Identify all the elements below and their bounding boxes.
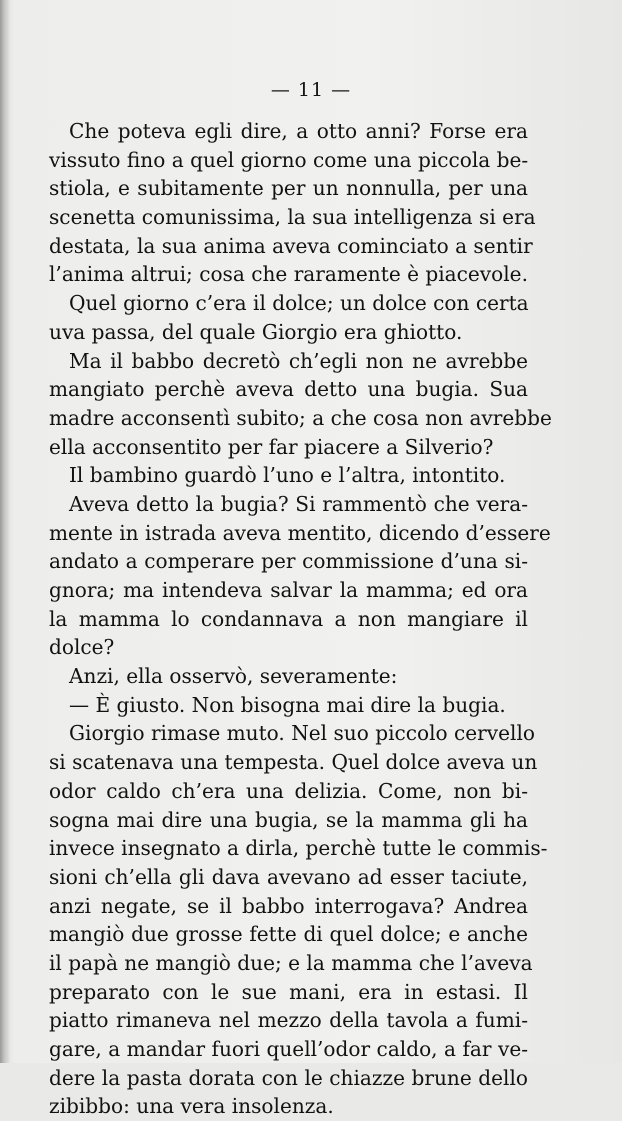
text-line: l’anima altrui; cosa che raramente è piacevole. (49, 262, 528, 287)
text-line: andato a comperare per commissione d’una si- (49, 549, 528, 574)
text-line: madre acconsentì subito; a che cosa non avrebbe (49, 405, 552, 430)
text-line: zibibbo: una vera insolenza. (49, 1094, 334, 1119)
text-line: — È giusto. Non bisogna mai dire la bugia. (69, 692, 506, 717)
text-line: piatto rimaneva nel mezzo della tavola a fumi- (49, 1008, 528, 1033)
text-line: il papà ne mangiò due; e la mamma che l’aveva (49, 950, 533, 975)
body-text (49, 117, 552, 1121)
page-spine-shadow (0, 0, 10, 1063)
text-line: uva passa, del quale Giorgio era ghiotto. (49, 319, 463, 344)
text-line: preparato con le sue mani, era in estasi. Il (49, 979, 528, 1004)
text-line: gare, a mandar fuori quell’odor caldo, a far ve- (49, 1037, 528, 1061)
text-line: destata, la sua anima aveva cominciato a sentir (49, 233, 533, 258)
text-line: mangiò due grosse fette di quel dolce; e anche (49, 922, 528, 947)
text-line: sioni ch’ella gli dava avevano ad esser taciute, (49, 864, 528, 889)
text-line: Ma il babbo decretò ch’egli non ne avrebbe (69, 348, 528, 373)
page-number: — 11 — (270, 79, 352, 101)
text-line: dolce? (49, 635, 115, 660)
text-line: invece insegnato a dirla, perchè tutte le commis- (49, 836, 548, 861)
text-line: vissuto fino a quel giorno come una piccola be- (49, 147, 529, 172)
text-line: Aveva detto la bugia? Si rammentò che vera- (69, 491, 528, 516)
text-line: Quel giorno c’era il dolce; un dolce con certa (69, 291, 529, 316)
text-line: dere la pasta dorata con le chiazze brune dello (49, 1065, 528, 1090)
text-line: odor caldo ch’era una delizia. Come, non bi- (49, 778, 528, 803)
text-line: Il bambino guardò l’uno e l’altra, intontito. (69, 463, 506, 488)
text-line: la mamma lo condannava a non mangiare il (49, 606, 528, 631)
text-line: Anzi, ella osservò, severamente: (69, 664, 398, 689)
text-line: scenetta comunissima, la sua intelligenza si era (49, 205, 536, 230)
text-line: anzi negate, se il babbo interrogava? Andrea (49, 893, 528, 918)
text-line: mangiato perchè aveva detto una bugia. Sua (49, 377, 528, 402)
text-line: Che poteva egli dire, a otto anni? Forse era (69, 119, 528, 143)
text-line: stiola, e subitamente per un nonnulla, per una (49, 176, 528, 201)
text-line: si scatenava una tempesta. Quel dolce aveva un (49, 750, 538, 775)
text-line: Giorgio rimase muto. Nel suo piccolo cervello (69, 721, 535, 746)
text-line: ella acconsentito per far piacere a Silverio? (49, 434, 494, 459)
text-line: gnora; ma intendeva salvar la mamma; ed ora (49, 578, 528, 602)
text-line: sogna mai dire una bugia, se la mamma gli ha (49, 807, 528, 832)
text-line: mente in istrada aveva mentito, dicendo d’essere (49, 520, 551, 545)
